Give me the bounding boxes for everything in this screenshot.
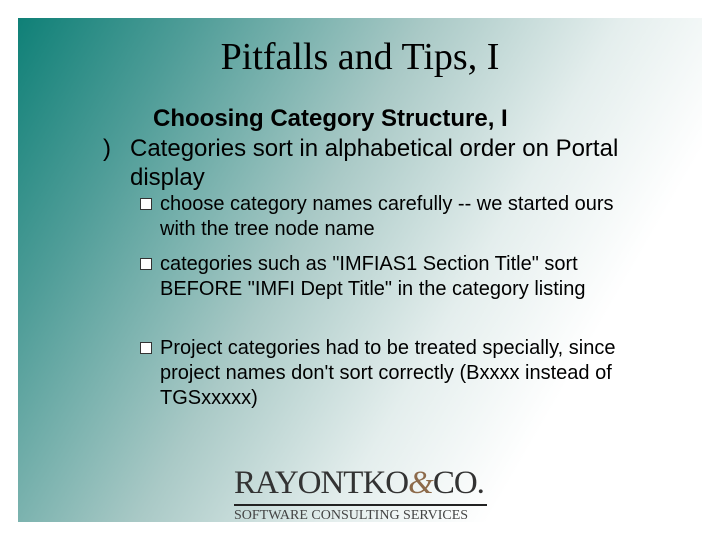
sub-bullet bbox=[140, 192, 640, 242]
checkbox-bullet-icon bbox=[140, 198, 152, 210]
sub-bullet-text: categories such as "IMFIAS1 Section Title" sort BEFORE "IMFI Dept Title" in the category listing bbox=[160, 253, 586, 300]
company-logo bbox=[234, 465, 490, 522]
sub-bullet-text: choose category names carefully -- we started ours with the tree node name bbox=[160, 193, 614, 240]
logo-name-part2: CO. bbox=[432, 465, 484, 501]
main-bullet bbox=[103, 134, 623, 192]
logo-tagline: SOFTWARE CONSULTING SERVICES bbox=[234, 508, 469, 522]
checkbox-bullet-icon bbox=[140, 258, 152, 270]
main-bullet-text: Categories sort in alphabetical order on Portal display bbox=[130, 135, 619, 191]
logo-wordmark bbox=[234, 465, 484, 501]
slide bbox=[18, 18, 702, 522]
checkbox-bullet-icon bbox=[140, 342, 152, 354]
sub-bullet-text: Project categories had to be treated specially, since project names don't sort correctly (Bxxxx instead of TGSxxxxx) bbox=[160, 337, 616, 409]
logo-name-part1: RAYONTKO bbox=[234, 465, 409, 501]
logo-divider bbox=[234, 504, 487, 506]
slide-subtitle: Choosing Category Structure, I bbox=[153, 105, 508, 132]
main-bullet-marker: ) bbox=[103, 135, 111, 162]
sub-bullet bbox=[140, 336, 640, 411]
logo-ampersand: & bbox=[408, 465, 433, 501]
slide-title: Pitfalls and Tips, I bbox=[220, 36, 500, 78]
sub-bullet bbox=[140, 252, 640, 302]
